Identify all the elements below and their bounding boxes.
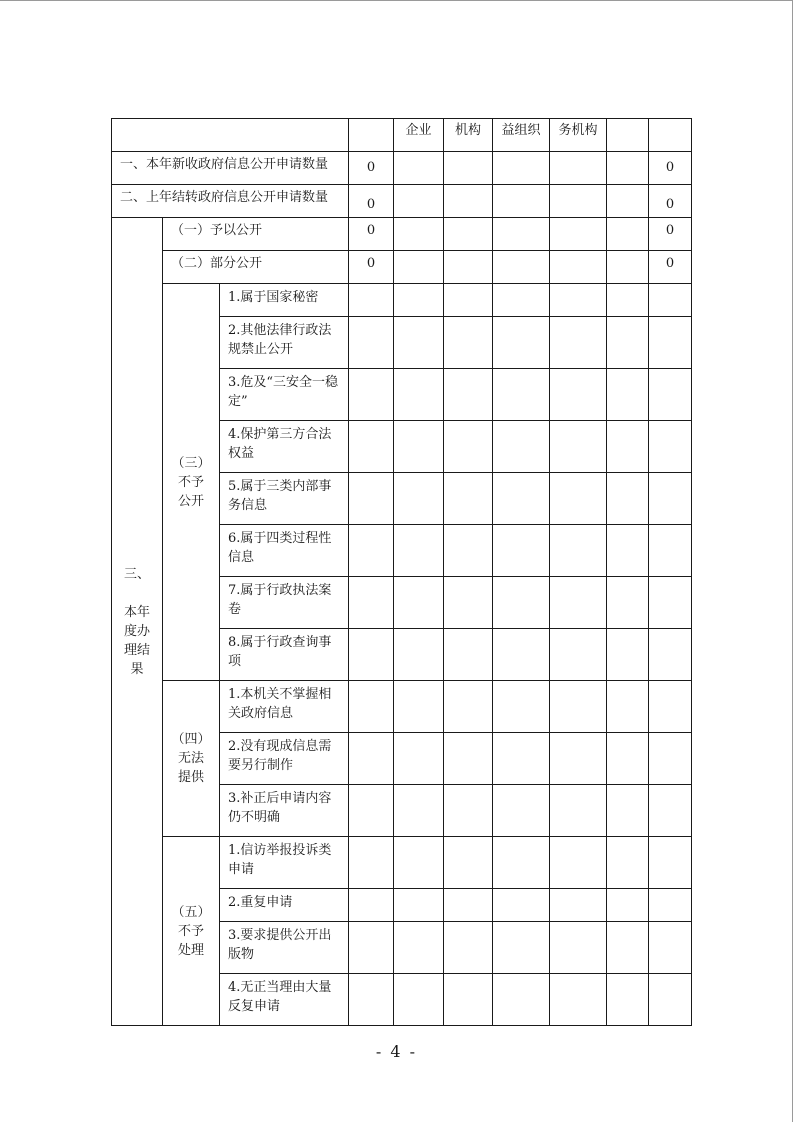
value-cell: [444, 525, 493, 577]
value-cell: [649, 284, 692, 317]
value-cell: [607, 837, 649, 889]
group-not-processed-label: （五） 不予 处理: [163, 837, 220, 1026]
reason-item: 4.保护第三方合法权益: [220, 421, 349, 473]
value-cell: [394, 251, 444, 284]
value-cell: [493, 785, 550, 837]
value-cell: [394, 922, 444, 974]
value-cell: [607, 577, 649, 629]
row-label-disclosed: （一）予以公开: [163, 218, 349, 251]
value-cell: [649, 369, 692, 421]
value-cell: [649, 922, 692, 974]
row-label-partially-disclosed: （二）部分公开: [163, 251, 349, 284]
value-cell: [394, 152, 444, 185]
value-cell: [649, 629, 692, 681]
value-cell: [444, 185, 493, 218]
value-cell: 0: [349, 218, 394, 251]
value-cell: [394, 681, 444, 733]
value-cell: [607, 473, 649, 525]
value-cell: [607, 681, 649, 733]
value-cell: [444, 922, 493, 974]
value-cell: [349, 785, 394, 837]
value-cell: [550, 421, 607, 473]
value-cell: [394, 785, 444, 837]
value-cell: [444, 317, 493, 369]
disclosure-statistics-table: [111, 118, 692, 1026]
header-row: [112, 119, 692, 152]
header-col-total: [649, 119, 692, 152]
value-cell: [550, 577, 607, 629]
value-cell: [607, 733, 649, 785]
value-cell: [649, 889, 692, 922]
value-cell: [394, 218, 444, 251]
value-cell: [649, 837, 692, 889]
header-col-other: [607, 119, 649, 152]
row-label-carried-over: 二、上年结转政府信息公开申请数量: [112, 185, 349, 218]
value-cell: [349, 473, 394, 525]
value-cell: [493, 681, 550, 733]
value-cell: [607, 922, 649, 974]
value-cell: [394, 974, 444, 1026]
total-cell: 0: [649, 218, 692, 251]
value-cell: [394, 369, 444, 421]
value-cell: [394, 629, 444, 681]
value-cell: [649, 733, 692, 785]
header-col-enterprise: 企业: [394, 119, 444, 152]
reason-item: 1.属于国家秘密: [220, 284, 349, 317]
value-cell: [394, 473, 444, 525]
value-cell: 0: [349, 152, 394, 185]
value-cell: [444, 733, 493, 785]
reason-item: 1.本机关不掌握相关政府信息: [220, 681, 349, 733]
reason-item: 2.重复申请: [220, 889, 349, 922]
value-cell: [493, 629, 550, 681]
value-cell: [607, 974, 649, 1026]
value-cell: [444, 837, 493, 889]
value-cell: [349, 525, 394, 577]
value-cell: [493, 369, 550, 421]
value-cell: [349, 421, 394, 473]
value-cell: [444, 421, 493, 473]
value-cell: [550, 185, 607, 218]
row-label-new-applications: 一、本年新收政府信息公开申请数量: [112, 152, 349, 185]
table-row: [112, 284, 692, 317]
value-cell: [607, 251, 649, 284]
value-cell: [607, 152, 649, 185]
value-cell: [493, 185, 550, 218]
value-cell: [349, 577, 394, 629]
value-cell: [493, 317, 550, 369]
value-cell: [493, 284, 550, 317]
value-cell: [394, 577, 444, 629]
value-cell: [493, 421, 550, 473]
value-cell: [444, 974, 493, 1026]
value-cell: [607, 785, 649, 837]
value-cell: [607, 421, 649, 473]
value-cell: [394, 317, 444, 369]
value-cell: [394, 185, 444, 218]
table-row: [112, 185, 692, 218]
header-col-1: [349, 119, 394, 152]
value-cell: [394, 421, 444, 473]
value-cell: 0: [349, 251, 394, 284]
value-cell: [394, 837, 444, 889]
value-cell: [649, 974, 692, 1026]
value-cell: 0: [349, 185, 394, 218]
value-cell: [493, 473, 550, 525]
value-cell: [550, 629, 607, 681]
value-cell: [493, 889, 550, 922]
value-cell: [550, 889, 607, 922]
value-cell: [394, 889, 444, 922]
value-cell: [649, 317, 692, 369]
value-cell: [444, 218, 493, 251]
value-cell: [444, 681, 493, 733]
value-cell: [349, 629, 394, 681]
value-cell: [550, 251, 607, 284]
value-cell: [607, 369, 649, 421]
value-cell: [550, 369, 607, 421]
value-cell: [550, 317, 607, 369]
header-col-public-org: 益组织: [493, 119, 550, 152]
table-row: [112, 681, 692, 733]
reason-item: 1.信访举报投诉类申请: [220, 837, 349, 889]
value-cell: [349, 889, 394, 922]
value-cell: [444, 473, 493, 525]
reason-item: 3.要求提供公开出版物: [220, 922, 349, 974]
reason-item: 5.属于三类内部事务信息: [220, 473, 349, 525]
value-cell: [444, 889, 493, 922]
value-cell: [444, 152, 493, 185]
value-cell: [550, 284, 607, 317]
reason-item: 2.其他法律行政法规禁止公开: [220, 317, 349, 369]
value-cell: [550, 974, 607, 1026]
value-cell: [394, 525, 444, 577]
group-not-disclosed-label: （三） 不予 公开: [163, 284, 220, 681]
value-cell: [349, 974, 394, 1026]
value-cell: [349, 922, 394, 974]
value-cell: [394, 284, 444, 317]
table-row: [112, 152, 692, 185]
group-unable-to-provide-label: （四） 无法 提供: [163, 681, 220, 837]
section-3-label: 三、 本年 度办 理结 果: [112, 218, 163, 1026]
value-cell: [493, 974, 550, 1026]
value-cell: [550, 152, 607, 185]
value-cell: [607, 629, 649, 681]
value-cell: [550, 837, 607, 889]
value-cell: [349, 317, 394, 369]
table-row: [112, 837, 692, 889]
reason-item: 3.危及“三安全一稳定”: [220, 369, 349, 421]
value-cell: [444, 284, 493, 317]
value-cell: [394, 733, 444, 785]
value-cell: [550, 525, 607, 577]
total-cell: 0: [649, 185, 692, 218]
value-cell: [349, 837, 394, 889]
value-cell: [493, 922, 550, 974]
value-cell: [649, 681, 692, 733]
value-cell: [493, 733, 550, 785]
total-cell: 0: [649, 251, 692, 284]
reason-item: 2.没有现成信息需要另行制作: [220, 733, 349, 785]
reason-item: 4.无正当理由大量反复申请: [220, 974, 349, 1026]
value-cell: [444, 629, 493, 681]
value-cell: [607, 185, 649, 218]
value-cell: [550, 218, 607, 251]
value-cell: [493, 525, 550, 577]
value-cell: [493, 218, 550, 251]
table-row: [112, 218, 692, 251]
value-cell: [550, 473, 607, 525]
value-cell: [444, 251, 493, 284]
total-cell: 0: [649, 152, 692, 185]
value-cell: [493, 837, 550, 889]
value-cell: [444, 577, 493, 629]
value-cell: [550, 922, 607, 974]
value-cell: [607, 218, 649, 251]
value-cell: [607, 317, 649, 369]
value-cell: [349, 284, 394, 317]
reason-item: 6.属于四类过程性信息: [220, 525, 349, 577]
value-cell: [493, 251, 550, 284]
value-cell: [649, 421, 692, 473]
value-cell: [493, 577, 550, 629]
reason-item: 8.属于行政查询事项: [220, 629, 349, 681]
value-cell: [444, 369, 493, 421]
value-cell: [649, 785, 692, 837]
value-cell: [607, 889, 649, 922]
value-cell: [649, 525, 692, 577]
page-number: - 4 -: [375, 1042, 418, 1061]
header-label-cell: [112, 119, 349, 152]
value-cell: [493, 152, 550, 185]
reason-item: 7.属于行政执法案卷: [220, 577, 349, 629]
header-col-service-org: 务机构: [550, 119, 607, 152]
value-cell: [550, 785, 607, 837]
value-cell: [649, 577, 692, 629]
table-row: [112, 251, 692, 284]
value-cell: [444, 785, 493, 837]
value-cell: [550, 681, 607, 733]
value-cell: [349, 681, 394, 733]
reason-item: 3.补正后申请内容仍不明确: [220, 785, 349, 837]
value-cell: [349, 733, 394, 785]
page-top-edge: [0, 0, 793, 1]
value-cell: [607, 284, 649, 317]
value-cell: [349, 369, 394, 421]
value-cell: [607, 525, 649, 577]
value-cell: [550, 733, 607, 785]
value-cell: [649, 473, 692, 525]
header-col-institution: 机构: [444, 119, 493, 152]
